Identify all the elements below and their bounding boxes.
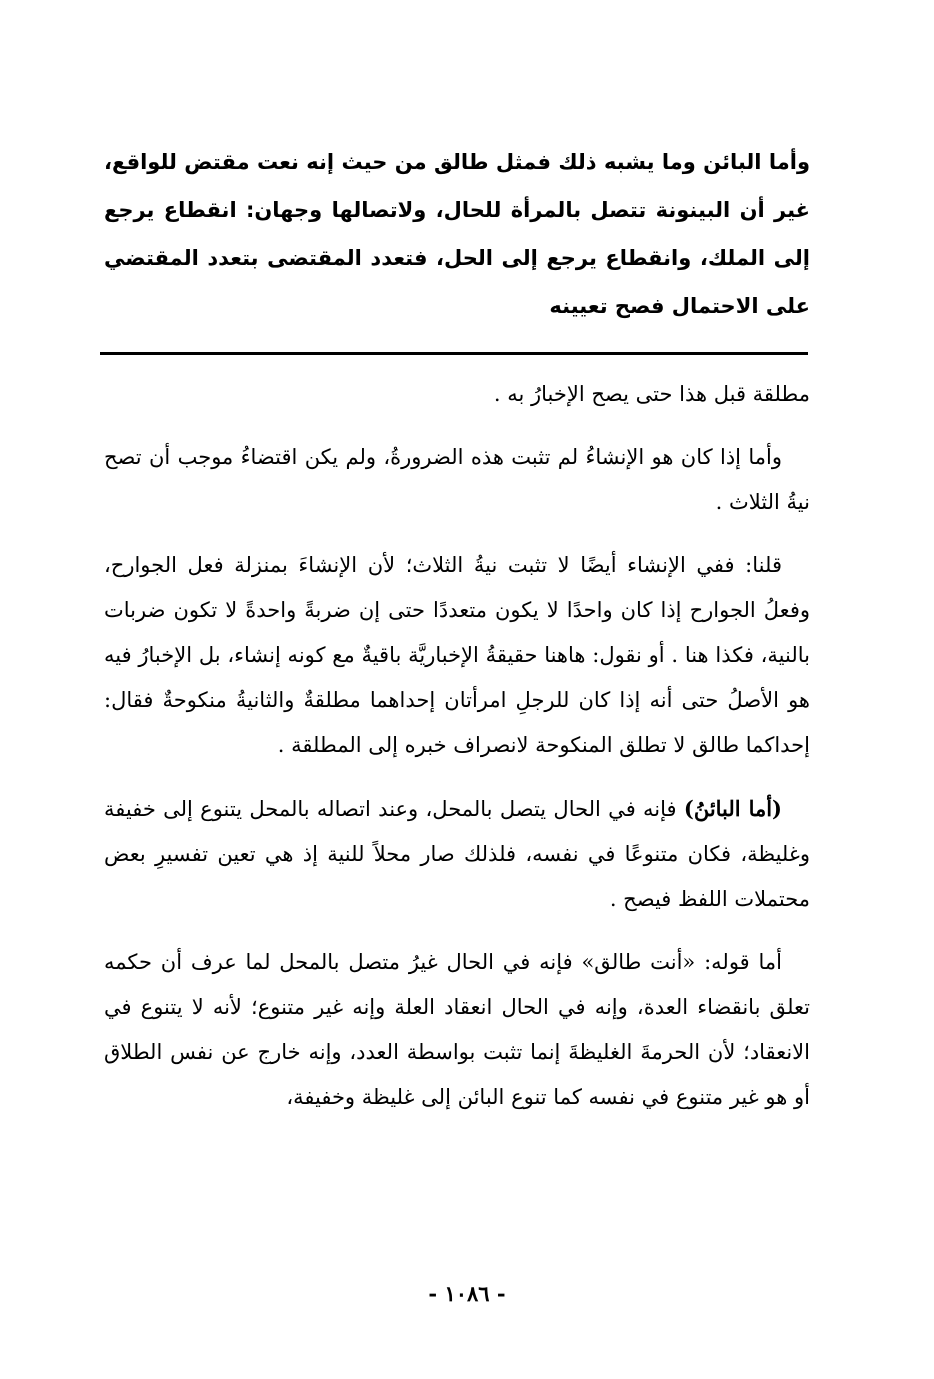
sharh-paragraph-1: مطلقة قبل هذا حتى يصح الإخبارُ به . (493, 382, 810, 406)
separator-rule (100, 352, 808, 355)
page-number: - ١٠٨٦ - (428, 1281, 506, 1306)
sharh-paragraph-4-body: فإنه في الحال يتصل بالمحل، وعند اتصاله بالمحل يتنوع إلى خفيفة وغليظة، فكان متنوعًا في نفسه، فلذلك صار محلاً للنية إذ هي تعين تفسيرِ بعض محتملات اللفظ فيصح . (104, 797, 810, 911)
sharh-paragraph-4 (104, 786, 810, 922)
sharh-paragraph-3: قلنا: ففي الإنشاء أيضًا لا تثبت نيةُ الثلاث؛ لأن الإنشاءَ بمنزلة فعل الجوارح، وفعلُ الجوارح إذا كان واحدًا لا يكون متعددًا حتى إن ضربةً واحدةً لا تكون ضربات بالنية، فكذا هنا . أو نقول: هاهنا حقيقةُ الإخباريَّة باقيةٌ مع كونه إنشاء، بل الإخبارُ فيه هو الأصلُ حتى أنه إذا كان للرجلِ امرأتان إحداهما مطلقةٌ والثانيةُ منكوحةٌ فقال: إحداكما طالق لا تطلق المنكوحة لانصراف خبره إلى المطلقة . (104, 553, 810, 757)
sharh-text (104, 372, 810, 1138)
sharh-paragraph-2: وأما إذا كان هو الإنشاءُ لم تثبت هذه الضرورةُ، ولم يكن اقتضاءُ موجب أن تصح نيةُ الثلاث . (104, 445, 810, 514)
matn-text (104, 138, 810, 330)
matn-paragraph: وأما البائن وما يشبه ذلك فمثل طالق من حيث إنه نعت مقتض للواقع، غير أن البينونة تتصل بالمرأة للحال، ولاتصالها وجهان: انقطاع يرجع إلى الملك، وانقطاع يرجع إلى الحل، فتعدد المقتضى بتعدد المقتضي على الاحتمال فصح تعيينه (104, 150, 810, 318)
quoted-matn-reference: (أما البائنُ) (683, 796, 782, 821)
sharh-paragraph-5: أما قوله: «أنت طالق» فإنه في الحال غيرُ متصل بالمحل لما عرف أن حكمه تعلق بانقضاء العدة، وإنه في الحال انعقاد العلة وإنه غير متنوع؛ لأنه لا يتنوع في الانعقاد؛ لأن الحرمةَ الغليظةَ إنما تثبت بواسطة العدد، وإنه خارج عن نفس الطلاق أو هو غير متنوع في نفسه كما تنوع البائن إلى غليظة وخفيفة، (104, 950, 810, 1109)
